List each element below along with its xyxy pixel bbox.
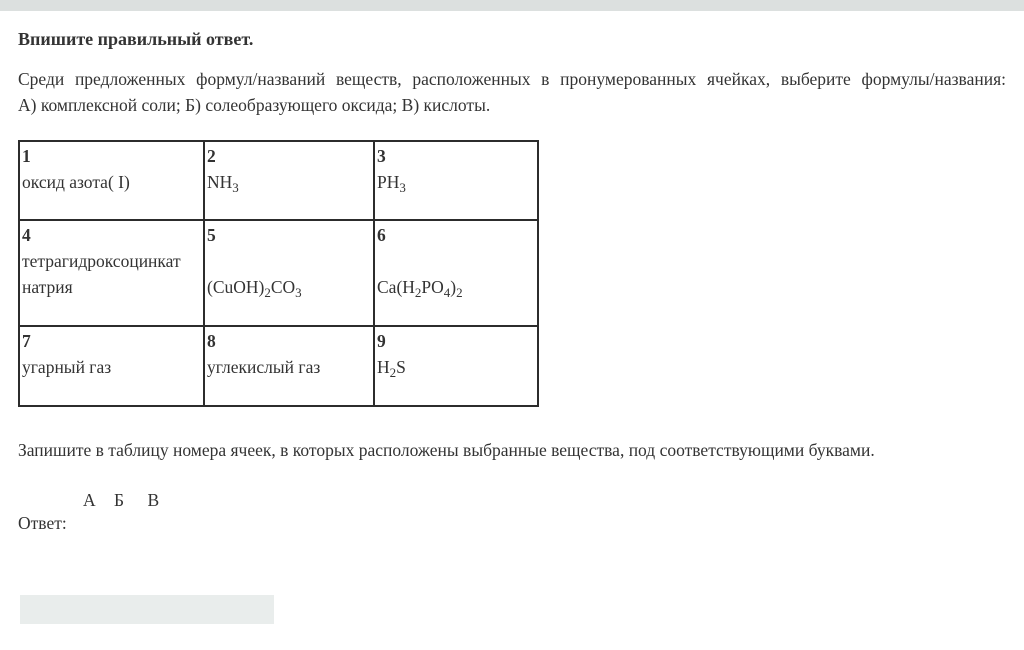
cell-content: $PH_3$	[377, 172, 406, 195]
intro-line-2: А) комплексной соли; Б) солеобразующего оксида; В) кислоты.	[18, 95, 491, 115]
substance-cell-9	[374, 326, 538, 406]
answer-input[interactable]	[20, 595, 274, 624]
substance-cell-8	[204, 326, 374, 406]
substance-cell-3	[374, 141, 538, 220]
answer-letter-v: В	[147, 490, 160, 510]
answer-label: Ответ:	[18, 513, 67, 533]
answer-letters	[18, 489, 1006, 512]
cell-content: угарный газ	[22, 357, 112, 377]
cell-number: 8	[207, 331, 216, 351]
substance-cell-6	[374, 220, 538, 326]
instruction-text: Запишите в таблицу номера ячеек, в которых расположены выбранные вещества, под соответствующими буквами.	[18, 440, 875, 460]
cell-number: 5	[207, 225, 216, 245]
cell-number: 9	[377, 331, 386, 351]
intro-line-1: Среди предложенных формул/названий веществ, расположенных в пронумерованных ячейках, выберите формулы/названия:	[18, 69, 1006, 89]
cell-number: 2	[207, 146, 216, 166]
question-page	[0, 28, 1024, 624]
answer-letter-b: Б	[114, 490, 125, 510]
substance-cell-4	[19, 220, 204, 326]
substance-cell-5	[204, 220, 374, 326]
cell-content: $NH_3$	[207, 172, 239, 195]
cell-content: $H_2S$	[377, 357, 406, 380]
cell-number: 6	[377, 225, 386, 245]
cell-content: $Ca(H_2PO_4)_2$	[377, 277, 463, 300]
cell-content: углекислый газ	[207, 357, 321, 377]
cell-content: оксид азота( I)	[22, 172, 130, 192]
page-title: Впишите правильный ответ.	[18, 29, 254, 49]
cell-number: 3	[377, 146, 386, 166]
cell-content: $(CuOH)_2CO_3$	[207, 277, 302, 300]
top-bar	[0, 0, 1024, 11]
cell-content: тетрагидроксоцинкат натрия	[22, 251, 181, 297]
substance-cell-1	[19, 141, 204, 220]
substances-table	[18, 140, 539, 407]
substance-cell-7	[19, 326, 204, 406]
intro-text	[18, 66, 1006, 118]
cell-number: 7	[22, 331, 31, 351]
answer-letter-a: А	[83, 490, 96, 510]
substance-cell-2	[204, 141, 374, 220]
cell-number: 1	[22, 146, 31, 166]
cell-number: 4	[22, 225, 31, 245]
